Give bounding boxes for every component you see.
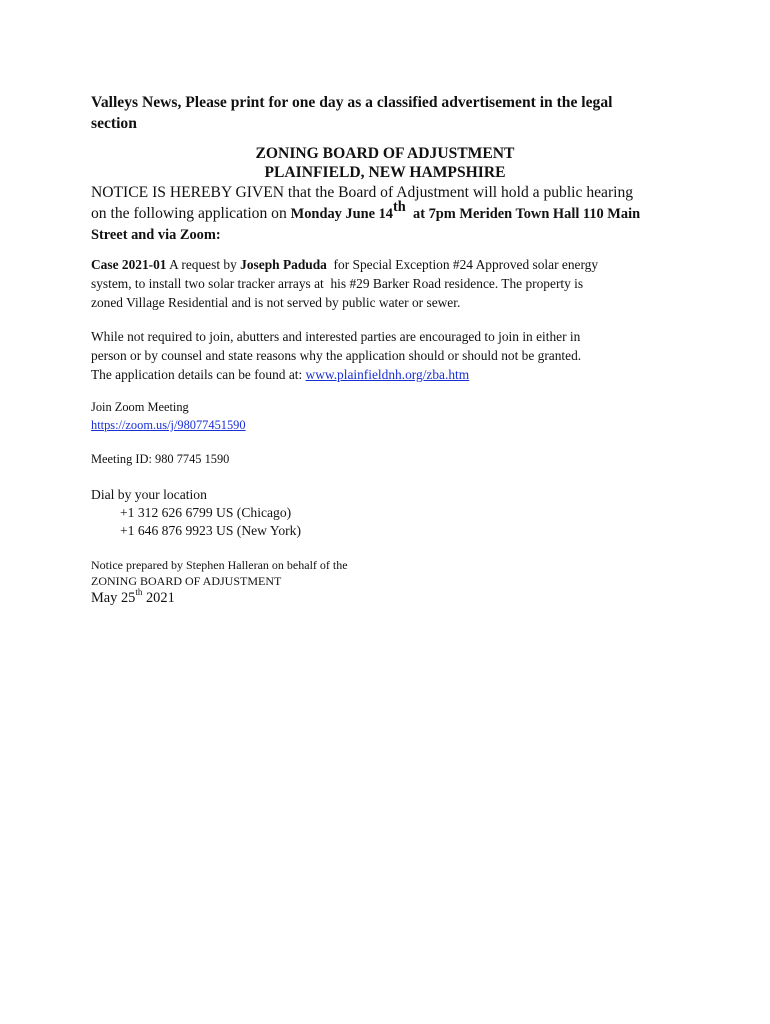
- notice-line-3: Street and via Zoom:: [91, 227, 221, 243]
- case-description: [91, 255, 691, 312]
- case-line-2: system, to install two solar tracker arrays at his #29 Barker Road residence. The property is: [91, 276, 584, 291]
- abutters-line-3: [91, 365, 691, 384]
- date-prefix: May 25: [91, 590, 136, 606]
- abutters-line-3-prefix: The application details can be found at:: [91, 367, 306, 382]
- case-text-b: for Special Exception #24 Approved solar energy: [326, 257, 599, 272]
- zoom-label: Join Zoom Meeting: [91, 400, 189, 414]
- dial-number-chicago: +1 312 626 6799 US (Chicago): [120, 505, 292, 520]
- prepared-by: [91, 557, 691, 589]
- case-line-3: zoned Village Residential and is not served by public water or sewer.: [91, 295, 461, 310]
- notice-line-1: NOTICE IS HEREBY GIVEN that the Board of Adjustment will hold a public hearing: [91, 184, 634, 201]
- zoom-section: [91, 398, 691, 434]
- dial-number-new-york: +1 646 876 9923 US (New York): [120, 523, 301, 538]
- instruction-line-2: section: [91, 115, 137, 132]
- notice-date: [91, 589, 691, 608]
- zoom-meeting-link[interactable]: https://zoom.us/j/98077451590: [91, 418, 246, 432]
- hearing-date-suffix: th: [393, 198, 406, 215]
- zba-details-link[interactable]: www.plainfieldnh.org/zba.htm: [305, 367, 470, 382]
- hearing-time-place: at 7pm Meriden Town Hall 110 Main: [405, 206, 641, 222]
- abutters-line-2: person or by counsel and state reasons why the application should or should not be granted.: [91, 348, 582, 363]
- board-name: ZONING BOARD OF ADJUSTMENT: [255, 145, 515, 162]
- meeting-id: Meeting ID: 980 7745 1590: [91, 452, 230, 466]
- date-year: 2021: [142, 590, 175, 606]
- case-text-a: A request by: [166, 257, 241, 272]
- prepared-line-1: Notice prepared by Stephen Halleran on behalf of the: [91, 558, 348, 572]
- notice-document: [91, 92, 691, 608]
- notice-line-2-prefix: on the following application on: [91, 205, 291, 222]
- board-heading: [91, 144, 679, 182]
- publication-instruction: [91, 92, 691, 134]
- notice-line-2: [91, 198, 691, 225]
- abutters-paragraph: [91, 327, 691, 384]
- case-number: Case 2021-01: [91, 257, 167, 272]
- abutters-line-1: While not required to join, abutters and interested parties are encouraged to join in either in: [91, 329, 581, 344]
- hearing-date: Monday June 14: [290, 206, 394, 222]
- case-line-1: [91, 255, 691, 274]
- dial-label: Dial by your location: [91, 487, 207, 502]
- dial-in-section: [91, 486, 691, 540]
- town-name: PLAINFIELD, NEW HAMPSHIRE: [264, 164, 506, 181]
- instruction-line-1: Valleys News, Please print for one day as a classified advertisement in the legal: [91, 94, 613, 111]
- date-suffix: th: [135, 587, 143, 598]
- prepared-line-2: ZONING BOARD OF ADJUSTMENT: [91, 574, 282, 588]
- hearing-notice: [91, 182, 691, 246]
- applicant-name: Joseph Paduda: [240, 257, 327, 272]
